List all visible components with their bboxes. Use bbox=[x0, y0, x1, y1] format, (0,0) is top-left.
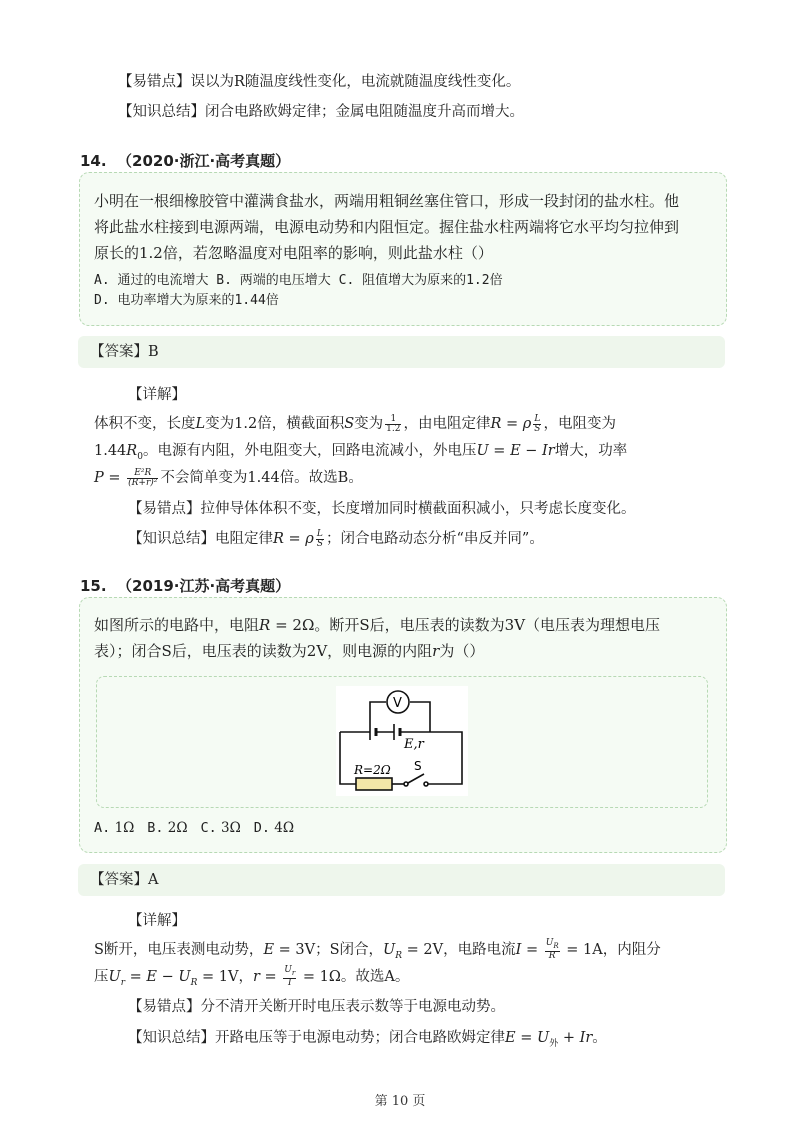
detail-text: ；S闭合， bbox=[315, 942, 384, 958]
answer-text: 【答案】A bbox=[90, 872, 159, 888]
option-value: 1Ω bbox=[114, 820, 135, 836]
summary-text: 开路电压等于电源电动势；闭合电路欧姆定律 bbox=[215, 1030, 505, 1046]
option-value: 2Ω bbox=[167, 820, 188, 836]
question-number: 14. bbox=[80, 152, 107, 170]
q14-stem-line-3: 原长的1.2倍，若忽略温度对电阻率的影响，则此盐水柱（） bbox=[94, 244, 493, 262]
detail-text: ，电阻变为 bbox=[543, 416, 616, 432]
option-letter: C. bbox=[200, 820, 217, 836]
voltmeter-label: V bbox=[393, 696, 402, 711]
source-label: E,r bbox=[404, 737, 424, 752]
top-error-point bbox=[118, 71, 520, 93]
question-source: （2019·江苏·高考真题） bbox=[117, 577, 291, 595]
q14-options-line-2: D. 电功率增大为原来的1.44倍 bbox=[94, 293, 279, 308]
detail-text: 增大，功率 bbox=[554, 443, 628, 459]
error-text: 误以为R随温度线性变化，电流就随温度线性变化。 bbox=[190, 74, 521, 90]
option-letter: B. bbox=[147, 820, 164, 836]
q15-answer-bar bbox=[78, 864, 725, 896]
q14-summary: 【知识总结】电阻定律R = ρ $\frac{L}{S}$ ；闭合电路动态分析“串反并同”。 bbox=[128, 528, 544, 549]
detail-text: 。故选A。 bbox=[340, 969, 410, 985]
error-tag: 【易错点】 bbox=[128, 999, 201, 1015]
q15-detail-tag: 【详解】 bbox=[128, 913, 186, 929]
q14-error-point bbox=[128, 498, 636, 520]
question-number: 15. bbox=[80, 577, 107, 595]
q15-stem-line-1: 如图所示的电路中，电阻R = 2Ω。断开S后，电压表的读数为3V（电压表为理想电压 bbox=[94, 616, 661, 634]
summary-text: 电阻定律 bbox=[215, 531, 273, 547]
resistor-label: R=2Ω bbox=[354, 763, 391, 777]
circuit-diagram bbox=[336, 686, 468, 796]
option-letter: D. bbox=[253, 820, 270, 836]
question-15-header bbox=[80, 575, 290, 596]
summary-tag: 【知识总结】 bbox=[128, 531, 215, 547]
switch-label: S bbox=[414, 759, 422, 773]
summary-tag: 【知识总结】 bbox=[128, 1030, 215, 1046]
option-value: 4Ω bbox=[274, 820, 295, 836]
detail-text: ，由电阻定律 bbox=[403, 416, 491, 432]
option-value: 3Ω bbox=[221, 820, 241, 836]
detail-text: S断开，电压表测电动势， bbox=[94, 942, 264, 958]
error-text: 拉伸导体体积不变，长度增加同时横截面积减小，只考虑长度变化。 bbox=[200, 501, 636, 517]
stem-text: 。断开S后，电压表的读数为3V（电压表为理想电压 bbox=[314, 616, 661, 634]
top-summary bbox=[118, 101, 524, 123]
q15-options bbox=[94, 817, 294, 839]
answer-text: 【答案】B bbox=[90, 344, 159, 360]
summary-text: 闭合电路欧姆定律；金属电阻随温度升高而增大。 bbox=[205, 104, 524, 120]
detail-text: 压 bbox=[94, 969, 109, 985]
q14-stem-line-2: 将此盐水柱接到电源两端，电源电动势和内阻恒定。握住盐水柱两端将它水平均匀拉伸到 bbox=[94, 218, 680, 236]
detail-text: ，内阻分 bbox=[602, 942, 661, 958]
q14-options-line-1: A. 通过的电流增大 B. 两端的电压增大 C. 阻值增大为原来的1.2倍 bbox=[94, 273, 503, 288]
detail-text: 不会简单变为1.44倍。故选B。 bbox=[160, 470, 363, 486]
question-14-header bbox=[80, 150, 290, 171]
error-tag: 【易错点】 bbox=[118, 74, 191, 90]
stem-text: 如图所示的电路中，电阻 bbox=[94, 616, 260, 634]
q14-detail-line-2: $1.44R_0$。电源有内阻，外电阻变大，回路电流减小，外电压U = E − Ir增大，功率 bbox=[94, 443, 628, 462]
detail-text: 变为 bbox=[354, 416, 384, 432]
option-letter: A. bbox=[94, 820, 111, 836]
detail-text: ， bbox=[238, 969, 253, 985]
stem-text: 为（） bbox=[439, 642, 485, 660]
q14-detail-tag: 【详解】 bbox=[128, 387, 186, 403]
detail-text: 变为1.2倍，横截面积 bbox=[205, 416, 345, 432]
q15-detail-line-2: 压$U_r = E - U_R = 1V$，r = $\frac{U_r}{I}$ = 1Ω。故选A。 bbox=[94, 965, 410, 988]
q14-detail-line-1: 体积不变，长度L变为1.2倍，横截面积S变为 $\frac{1}{1.2}$ ，由电阻定律R = ρ $\frac{L}{S}$ ，电阻变为 bbox=[94, 413, 616, 434]
page-number: 第 10 页 bbox=[374, 1094, 426, 1109]
detail-text: 体积不变，长度 bbox=[94, 416, 196, 432]
q15-error-point bbox=[128, 996, 505, 1018]
q15-detail-line-1: S断开，电压表测电动势，E = 3V；S闭合，$U_R = 2V$，电路电流I = $\frac{U_R}{R}$ = 1A，内阻分 bbox=[94, 938, 661, 961]
q14-stem-line-1: 小明在一根细橡胶管中灌满食盐水，两端用粗铜丝塞住管口，形成一段封闭的盐水柱。他 bbox=[94, 192, 680, 210]
q15-summary: 【知识总结】开路电压等于电源电动势；闭合电路欧姆定律$E = U_外 + Ir$。 bbox=[128, 1030, 607, 1049]
error-tag: 【易错点】 bbox=[128, 501, 201, 517]
stem-text: 表）；闭合S后，电压表的读数为2V，则电源的内阻 bbox=[94, 642, 433, 660]
error-text: 分不清开关断开时电压表示数等于电源电动势。 bbox=[200, 999, 505, 1015]
q14-detail-line-3: P = $\frac{\text{E²R}}{\text{(R+r)²}}$ 不会简单变为1.44倍。故选B。 bbox=[94, 467, 363, 488]
summary-tag: 【知识总结】 bbox=[118, 104, 205, 120]
detail-text: 。电源有内阻，外电阻变大，回路电流减小，外电压 bbox=[142, 443, 477, 459]
summary-text: ；闭合电路动态分析“串反并同”。 bbox=[326, 531, 544, 547]
q14-answer-bar bbox=[78, 336, 725, 368]
question-source: （2020·浙江·高考真题） bbox=[117, 152, 291, 170]
detail-text: ，电路电流 bbox=[443, 942, 516, 958]
q15-stem-line-2: 表）；闭合S后，电压表的读数为2V，则电源的内阻r为（） bbox=[94, 642, 485, 660]
